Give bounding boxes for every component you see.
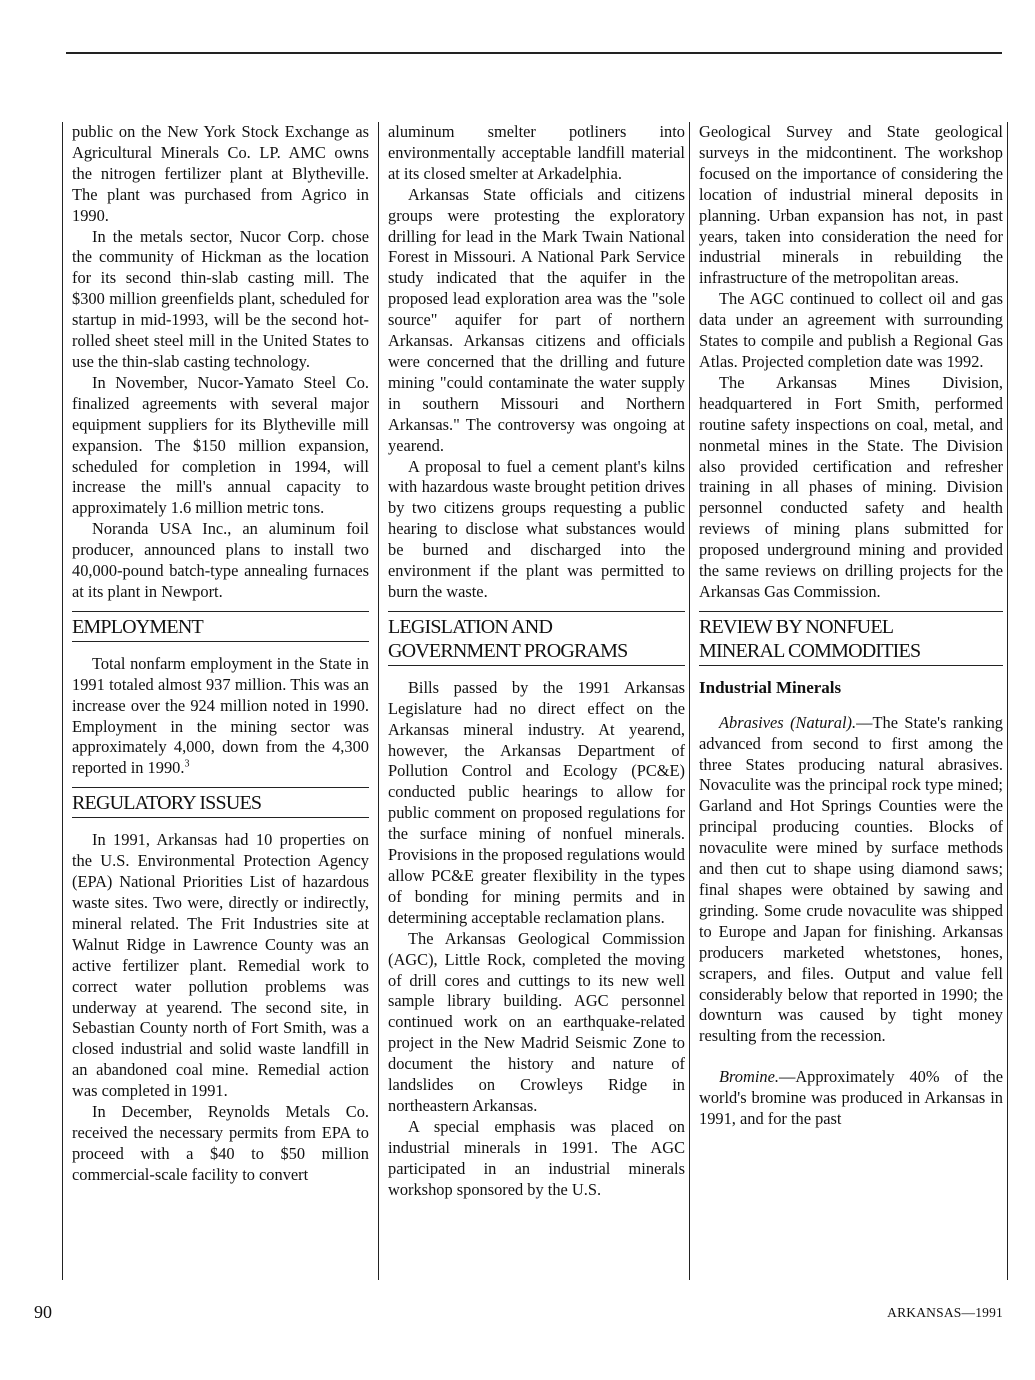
paragraph bbox=[72, 654, 369, 779]
paragraph: Bills passed by the 1991 Arkansas Legislature had no direct effect on the Arkansas mineral industry. At yearend, however, the Arkansas Department of Pollution Control and Ecology (PC&E) conducted public hearings to allow for public comment on proposed regulations for the surface mining of nonfuel minerals. Provisions in the proposed regulations would allow PC&E greater flexibility in the types of bonding for mining permits and in determining acceptable reclamation plans. bbox=[388, 677, 685, 927]
column-3 bbox=[689, 122, 1008, 1280]
paragraph bbox=[699, 713, 1003, 1048]
spacer bbox=[699, 1047, 1003, 1067]
heading-text: EMPLOYMENT bbox=[72, 615, 203, 638]
paragraph-text: Total nonfarm employment in the State in 1991 totaled almost 937 million. This was an increase over the 924 million noted in 1990. Employment in the mining sector was approximately 4,000, down from the 4,300 reported in 1990. bbox=[72, 653, 369, 778]
heading-text bbox=[699, 615, 1003, 663]
heading-text bbox=[388, 615, 685, 663]
paragraph: In December, Reynolds Metals Co. received the necessary permits from EPA to proceed with a $40 to $50 million commercial-scale facility to convert bbox=[72, 1102, 369, 1184]
column-1 bbox=[62, 122, 369, 1280]
heading-line: LEGISLATION AND bbox=[388, 615, 553, 638]
paragraph: aluminum smelter potliners into environmentally acceptable landfill material at its closed smelter at Arkadelphia. bbox=[388, 122, 685, 183]
paragraph: Geological Survey and State geological surveys in the midcontinent. The workshop focused on the importance of considering the location of industrial mineral deposits in planning. Urban expansion has not, in past years, taken into consideration the need for industrial minerals in rebuilding the infrastructure of the metropolitan areas. bbox=[699, 122, 1003, 288]
paragraph: In November, Nucor-Yamato Steel Co. finalized agreements with several major equipment suppliers for its Blytheville mill expansion. The $150 million expansion, scheduled for completion in 1994, will increase the mill's annual capacity to approximately 1.6 million metric tons. bbox=[72, 372, 369, 518]
heading-text: REGULATORY ISSUES bbox=[72, 792, 262, 815]
paragraph: In 1991, Arkansas had 10 properties on the U.S. Environmental Protection Agency (EPA) National Priorities List of hazardous waste sites. Two were, directly or indirectly, mineral related. The Frit Industries site at Walnut Ridge in Lawrence County was an active fertilizer plant. Remedial work to correct water pollution problems was underway at yearend. The second site, in Sebastian County north of Fort Smith, was a closed industrial and solid waste landfill in an abandoned coal mine. Remedial action was completed in 1991. bbox=[72, 830, 369, 1101]
paragraph bbox=[699, 1067, 1003, 1130]
paragraph: Arkansas State officials and citizens groups were protesting the exploratory drilling for lead in the Mark Twain National Forest in Missouri. A National Park Service study indicated that the aquifer in the proposed lead exploration area was the "sole source" aquifer for part of northern Arkansas. Arkansas citizens and officials were concerned that the drilling and future mining "could contaminate the water supply in southern Missouri and Northern Arkansas." The controversy was ongoing at yearend. bbox=[388, 184, 685, 455]
page-number: 90 bbox=[34, 1302, 52, 1322]
column-2 bbox=[378, 122, 685, 1280]
heading-line: REVIEW BY NONFUEL bbox=[699, 615, 894, 638]
subheading-industrial-minerals: Industrial Minerals bbox=[699, 677, 842, 697]
paragraph: A proposal to fuel a cement plant's kilns with hazardous waste brought petition drives by two citizens groups requesting a public hearing to disclose what substances would be burned and discharged into the environment if the plant was permitted to burn the waste. bbox=[388, 456, 685, 601]
paragraph: The Arkansas Geological Commission (AGC), Little Rock, completed the moving of drill cores and cuttings to its new well sample library building. AGC personnel continued work on an earthquake-related project in the New Madrid Seismic Zone to document the history and nature of landslides on Crowleys Ridge in northeastern Arkansas. bbox=[388, 928, 685, 1115]
footnote-marker: 3 bbox=[184, 758, 190, 770]
section-heading-regulatory-issues bbox=[72, 787, 369, 818]
paragraph-text: —The State's ranking advanced from second to first among the three States producing natural abrasives. Novaculite was the principal rock type mined; Garland and Hot Springs Counties were the principal producing counties. Blocks of novaculite were mined by surface methods and then cut to shape using diamond saws; final shapes were obtained by sawing and grinding. Some crude novaculite was shipped to Europe and Japan for finishing. Arkansas producers marketed whetstones, hones, scrapers, and files. Output and value fell considerably below that reported in 1990; the downturn was caused by tight money resulting from the recession. bbox=[699, 712, 1003, 1046]
heading-line: MINERAL COMMODITIES bbox=[699, 639, 921, 662]
paragraph: The Arkansas Mines Division, headquartered in Fort Smith, performed routine safety inspections on coal, metal, and nonmetal mines in the State. The Division also provided certification and refresher training in all phases of mining. Division personnel conducted safety and health reviews of mining plans submitted for proposed underground mining and provided the same reviews on drilling projects for the Arkansas Gas Commission. bbox=[699, 372, 1003, 601]
run-in-heading: Abrasives (Natural). bbox=[719, 712, 857, 732]
section-heading-review bbox=[699, 611, 1003, 666]
heading-line: GOVERNMENT PROGRAMS bbox=[388, 639, 628, 662]
running-footer: ARKANSAS—1991 bbox=[887, 1305, 1003, 1320]
paragraph: Noranda USA Inc., an aluminum foil producer, announced plans to install two 40,000-pound batch-type annealing furnaces at its plant in Newport. bbox=[72, 519, 369, 601]
paragraph: A special emphasis was placed on industrial minerals in 1991. The AGC participated in an industrial minerals workshop sponsored by the U.S. bbox=[388, 1116, 685, 1199]
paragraph: In the metals sector, Nucor Corp. chose the community of Hickman as the location for its second thin-slab casting mill. The $300 million greenfields plant, scheduled for startup in mid-1993, will be the second hot-rolled sheet steel mill in the United States to use the thin-slab casting technology. bbox=[72, 226, 369, 371]
paragraph-text: —Approximately 40% of the world's bromine was produced in Arkansas in 1991, and for the past bbox=[699, 1067, 1003, 1129]
paragraph: public on the New York Stock Exchange as Agricultural Minerals Co. LP. AMC owns the nitrogen fertilizer plant at Blytheville. The plant was purchased from Agrico in 1990. bbox=[72, 122, 369, 225]
section-heading-legislation bbox=[388, 611, 685, 666]
paragraph: The AGC continued to collect oil and gas data under an agreement with surrounding States to compile and publish a Regional Gas Atlas. Projected completion date was 1992. bbox=[699, 289, 1003, 371]
top-rule bbox=[66, 52, 1002, 54]
section-heading-employment bbox=[72, 611, 369, 642]
run-in-heading: Bromine. bbox=[719, 1067, 779, 1087]
